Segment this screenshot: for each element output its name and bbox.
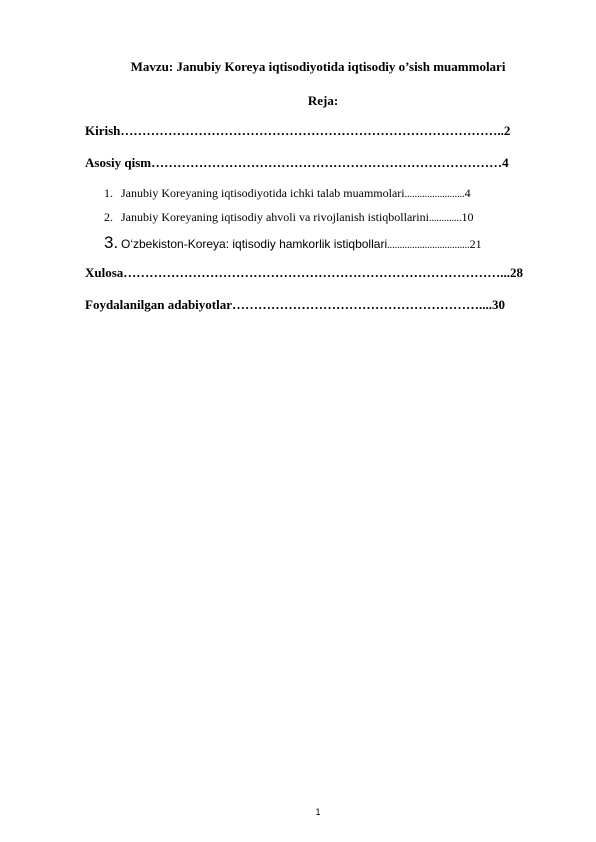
toc-entry-label: Xulosa <box>85 265 124 280</box>
toc-section-number: 3. <box>104 233 119 252</box>
toc-leader: ........................ <box>404 189 465 200</box>
toc-entry-conclusion[interactable] <box>85 265 523 281</box>
toc-section-3[interactable] <box>104 233 482 253</box>
toc-section-label: O‘zbekiston-Koreya: iqtisodiy hamkorlik istiqbollari <box>121 237 388 251</box>
toc-page-number: 30 <box>492 297 505 312</box>
toc-section-2[interactable] <box>104 210 473 225</box>
toc-page-number: 28 <box>510 265 524 280</box>
toc-entry-label: Kirish <box>85 123 121 138</box>
toc-entry-label: Asosiy qism <box>85 155 152 170</box>
toc-entry-intro[interactable] <box>85 123 510 139</box>
toc-page-number: 2 <box>503 123 511 138</box>
toc-entry-references[interactable] <box>85 297 505 313</box>
toc-page-number: 4 <box>464 186 471 200</box>
page-number: 1 <box>315 807 321 817</box>
toc-leader: ................................. <box>387 240 470 251</box>
toc-entry-label: Foydalanilgan adabiyotlar <box>85 297 232 312</box>
toc-section-label: Janubiy Koreyaning iqtisodiy ahvoli va rivojlanish istiqbollarini <box>121 210 429 224</box>
toc-leader: ………………………………………………….... <box>232 297 492 312</box>
toc-page-number: 10 <box>461 210 474 224</box>
toc-page-number: 21 <box>469 237 482 251</box>
toc-page-number: 4 <box>502 155 509 170</box>
toc-section-label: Janubiy Koreyaning iqtisodiyotida ichki talab muammolari <box>121 186 405 200</box>
toc-section-number: 2. <box>104 210 113 224</box>
toc-entry-main[interactable] <box>85 155 509 171</box>
toc-section-1[interactable] <box>104 186 471 201</box>
toc-leader: ............. <box>428 213 462 224</box>
toc-leader: ……………………………………………………………………………... <box>123 265 511 280</box>
document-title: Mavzu: Janubiy Koreya iqtisodiyotida iqtisodiy o’sish muammolari <box>130 59 506 74</box>
toc-section-number: 1. <box>104 186 113 200</box>
toc-leader: ……………………………………………………………………… <box>151 155 503 170</box>
toc-leader: …………………………………………………………………………….. <box>120 123 504 138</box>
plan-heading: Reja: <box>307 93 339 108</box>
